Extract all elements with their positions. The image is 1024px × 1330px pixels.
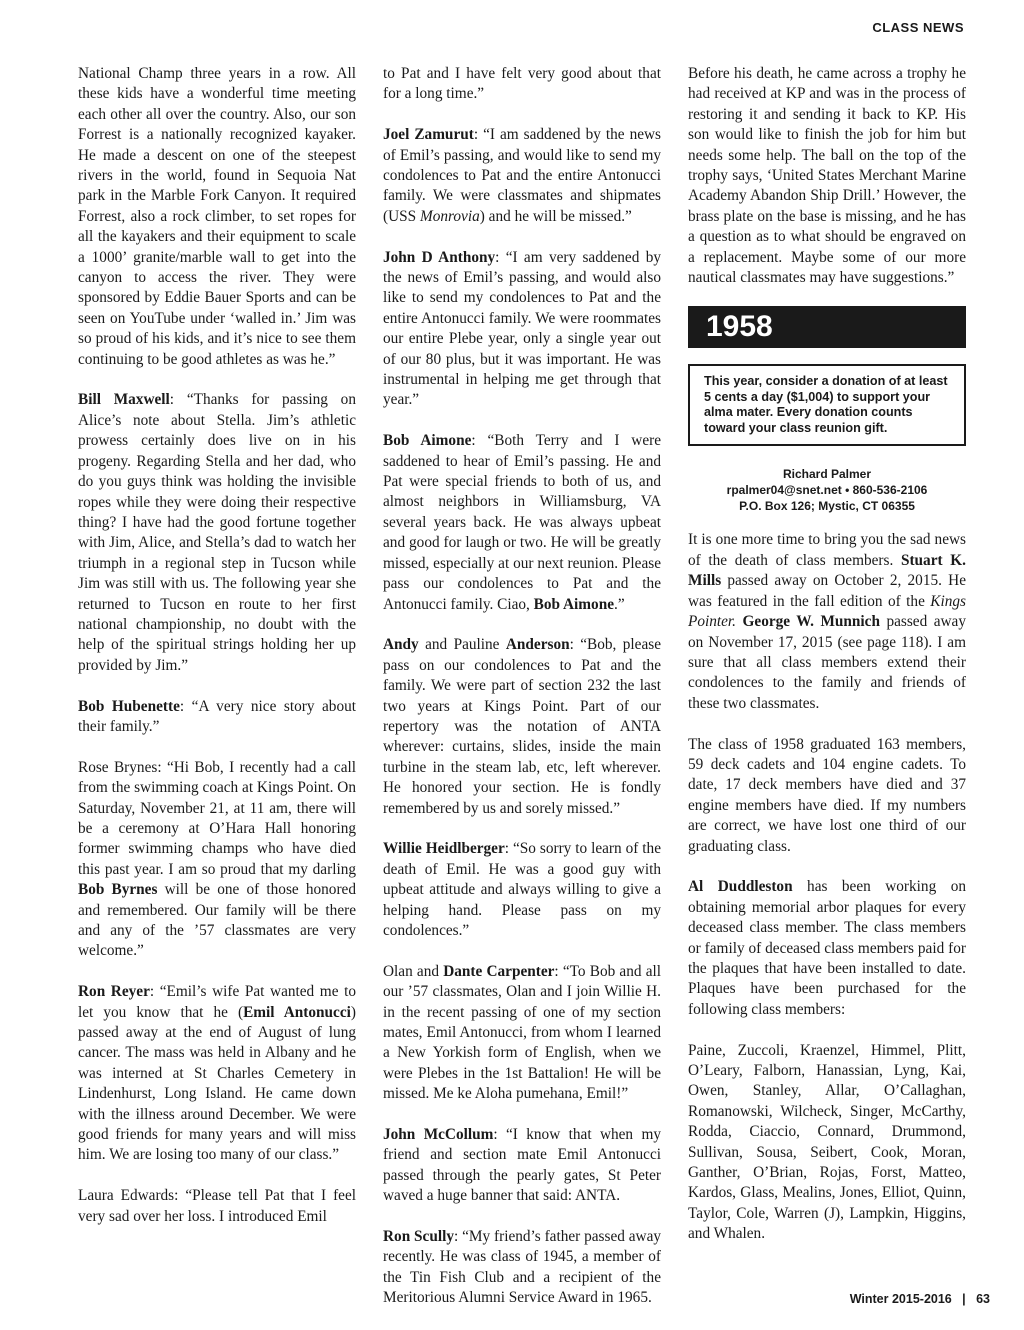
paragraph: Andy and Pauline Anderson: “Bob, please pass on our condolences to Pat and the family. We were part of section 232 the last two years at Kings Point. Part of our repertory was the notation of ANTA wherever: curtains, slides, inside the main turbine in the steam lab, etc, left wherever. He honored your section. He is fondly remembered by us and sorely missed.” bbox=[383, 636, 661, 817]
contact-address: P.O. Box 126; Mystic, CT 06355 bbox=[739, 499, 915, 514]
footer-separator: | bbox=[962, 1292, 966, 1306]
paragraph: Bob Hubenette: “A very nice story about their family.” bbox=[78, 697, 356, 735]
classmate-name: John McCollum bbox=[383, 1126, 494, 1144]
page-number: 63 bbox=[976, 1292, 990, 1306]
paragraph: Bob Aimone: “Both Terry and I were saddened to hear of Emil’s passing. He and Pat were special friends to both of us, and almost neighbors in Williamsburg, VA several years back. He was always upbeat and good for laugh or two. He will be greatly missed, especially at our next reunion. Please pass our condolences to Pat and the Antonucci family. Ciao, Bob Aimone.” bbox=[383, 432, 662, 613]
classmate-name: Dante Carpenter bbox=[443, 962, 555, 980]
paragraph: Paine, Zuccoli, Kraenzel, Himmel, Plitt, O’Leary, Falborn, Hanassian, Lyng, Kai, Owen, Stanley, Allar, O’Callaghan, Romanowski, Wilcheck, Singer, McCarthy, Rodda, Ciaccio, Connard, Drummond, Sullivan, Sousa, Seibert, Cook, Moran, Ganther, O’Brian, Rojas, Forst, Matteo, Kardos, Glass, Mealins, Jones, Elliot, Quinn, Taylor, Cole, Warren (J), Lampkin, Higgins, and Whalen. bbox=[688, 1041, 966, 1243]
classmate-name: Ron Scully bbox=[383, 1228, 455, 1246]
paragraph: Before his death, he came across a trophy he had received at KP and was in the process of restoring it and sending it back to KP. His son would like to finish the job for him but needs some help. The ball on the top of the trophy says, ‘United States Merchant Marine Academy Abandon Ship Drill.’ However, the brass plate on the base is missing, and he has a question as to what should be engraved on a replacement. Maybe some of our more nautical classmates may have suggestions.” bbox=[688, 65, 966, 287]
column-3 bbox=[688, 64, 966, 1265]
paragraph: It is one more time to bring you the sad news of the death of class members. Stuart K. Mills passed away on October 2, 2015. He was featured in the fall edition of the Kings Pointer. George W. Munnich passed away on November 17, 2015 (see page 118). I am sure that all class members extend their condolences to the family and friends of these two classmates. bbox=[688, 531, 966, 712]
ship-name: Monrovia bbox=[419, 207, 480, 225]
paragraph: Al Duddleston has been working on obtaining memorial arbor plaques for every deceased class member. The class members or family of deceased class members paid for the plaques that have been installed to date. Plaques have been purchased for the following class members: bbox=[688, 878, 966, 1018]
paragraph: to Pat and I have felt very good about that for a long time.” bbox=[383, 65, 661, 103]
column-1 bbox=[78, 64, 356, 1247]
paragraph: Joel Zamurut: “I am saddened by the news of Emil’s passing, and would like to send my condolences to Pat and the entire Antonucci family. We were classmates and shipmates (USS Monrovia) and he will be missed.” bbox=[383, 126, 662, 225]
classmate-name: Bob Aimone bbox=[533, 595, 614, 613]
classmate-name: Anderson bbox=[505, 636, 570, 654]
classmate-name: Emil Antonucci bbox=[243, 1003, 351, 1021]
issue-label: Winter 2015-2016 bbox=[849, 1292, 952, 1306]
paragraph: The class of 1958 graduated 163 members, 59 deck cadets and 104 engine cadets. To date, 17 deck members have died and 37 engine members have died. If my numbers are correct, we have lost one third of our graduating class. bbox=[688, 735, 966, 855]
class-year-banner: 1958 bbox=[688, 306, 966, 348]
paragraph: Bill Maxwell: “Thanks for passing on Alice’s note about Stella. Jim’s athletic prowess certainly does live on in his progeny. Regarding Stella and her dad, who do you guys think was holding the invisible ropes while they were doing their respective thing? I have had the good fortune together with Jim, Alice, and Stella’s dad to watch her triumph in a regional step in Tucson while Jim was still with us. The following year she returned to Tucson en route to her first national championship, no doubt with the help of the spiritual strings holding her up provided by Jim.” bbox=[78, 391, 356, 674]
classmate-name: Bob Hubenette bbox=[78, 697, 180, 715]
class-contact bbox=[688, 466, 966, 514]
paragraph: Ron Scully: “My friend’s father passed away recently. He was class of 1945, a member of the Tin Fish Club and a recipient of the Meritorious Alumni Service Award in 1965. bbox=[383, 1228, 662, 1307]
classmate-name: Stuart K. Mills bbox=[688, 551, 966, 590]
column-2 bbox=[383, 64, 661, 1329]
classmate-name: John D Anthony bbox=[383, 248, 496, 266]
classmate-name: George W. Munnich bbox=[742, 613, 880, 631]
contact-name: Richard Palmer bbox=[782, 467, 872, 482]
classmate-name: Bill Maxwell bbox=[78, 391, 170, 409]
paragraph: Willie Heidlberger: “So sorry to learn of the death of Emil. He was a good guy with upbeat attitude and always willing to give a helping hand. Please pass on my condolences.” bbox=[383, 840, 661, 939]
contact-email-phone: rpalmer04@snet.net • 860-536-2106 bbox=[726, 483, 928, 498]
paragraph: John McCollum: “I know that when my friend and section mate Emil Antonucci passed through the pearly gates, St Peter waved a huge banner that said: ANTA. bbox=[383, 1126, 662, 1205]
paragraph: John D Anthony: “I am very saddened by the news of Emil’s passing, and would also like to send my condolences to Pat and the entire Antonucci family. We were roommates our entire Plebe year, only a single year out of our 80 plus, but it was important. He was instrumental in helping me get through that year.” bbox=[383, 248, 661, 409]
paragraph: Olan and Dante Carpenter: “To Bob and all our ’57 classmates, Olan and I join Willie H. in the recent passing of one of my section mates, Emil Antonucci, from whom I learned a New Yorkish form of English, when we were Plebes in the 1st Battalion! He will be missed. Me ke Aloha pumehana, Emil!” bbox=[383, 962, 661, 1103]
paragraph: Rose Brynes: “Hi Bob, I recently had a call from the swimming coach at Kings Point. On Saturday, November 21, at 11 am, there will be a ceremony at O’Hara Hall honoring former swimming champs who have died this past year. I am so proud that my darling Bob Byrnes will be one of those honored and remembered. Our family will be there and any of the ’57 classmates are very welcome.” bbox=[78, 758, 356, 960]
classmate-name: Joel Zamurut bbox=[383, 126, 474, 144]
classmate-name: Bob Aimone bbox=[383, 432, 472, 450]
classmate-name: Ron Reyer bbox=[78, 983, 150, 1001]
donation-note-box: This year, consider a donation of at least 5 cents a day ($1,004) to support your alma mater. Every donation counts toward your class reunion gift. bbox=[688, 364, 966, 446]
classmate-name: Al Duddleston bbox=[688, 878, 793, 896]
classmate-name: Andy bbox=[383, 636, 419, 654]
section-header: CLASS NEWS bbox=[872, 20, 964, 35]
classmate-name: Bob Byrnes bbox=[78, 881, 158, 899]
page-footer bbox=[850, 1292, 990, 1306]
classmate-name: Willie Heidlberger bbox=[383, 840, 505, 858]
paragraph: National Champ three years in a row. All these kids have a wonderful time meeting each other all over the country. Also, our son Forrest is a nationally recognized kayaker. He made a descent on one of the steepest rivers in the world, found in Sequoia Nat park in the Marble Fork Canyon. It required Forrest, also a rock climber, to set ropes for all the kayakers and their equipment to scale a 1000’ granite/marble wall to get into the canyon to access the river. They were sponsored by Eddie Bauer Sports and can be seen on YouTube under ‘walled in.’ Jim was so proud of his kids, and it’s nice to see them continuing to be good athletes as was he.” bbox=[78, 65, 356, 368]
paragraph: Ron Reyer: “Emil’s wife Pat wanted me to let you know that he (Emil Antonucci) passed away at the end of August of lung cancer. The mass was held in Albany and he was interned at St Charles Cemetery in Lindenhurst, Long Island. He came down with the illness around December. We were good friends for many years and will miss him. We are losing too many of our class.” bbox=[78, 983, 356, 1164]
paragraph: Laura Edwards: “Please tell Pat that I feel very sad over her loss. I introduced Emil bbox=[78, 1187, 356, 1225]
publication-name: Kings Pointer. bbox=[688, 592, 966, 631]
